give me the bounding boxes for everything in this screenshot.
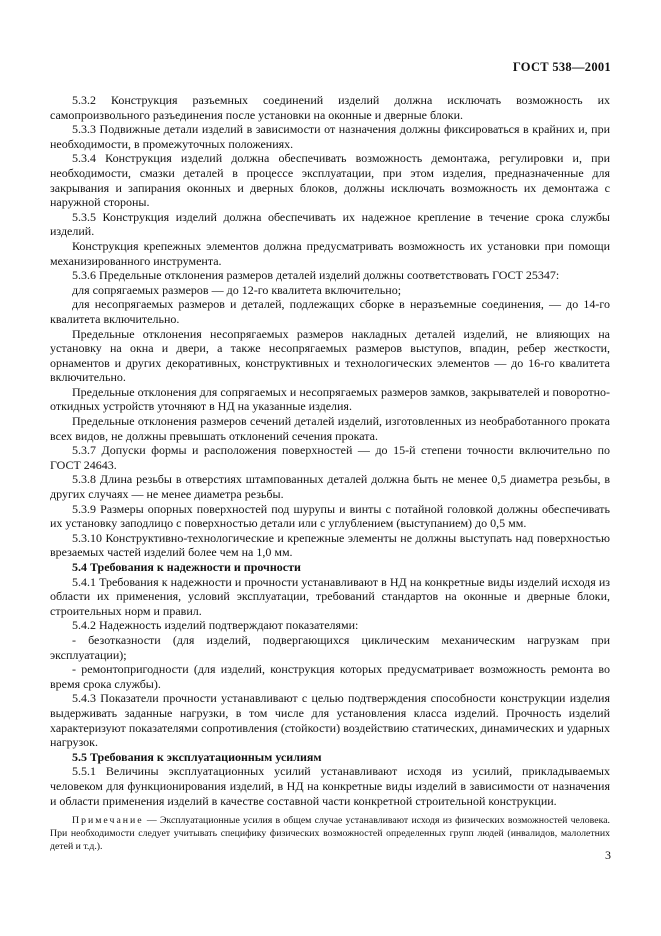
section-heading-5-5: 5.5 Требования к эксплуатационным усилиям xyxy=(72,749,322,764)
clause-5-4-1: 5.4.1 Требования к надежности и прочности устанавливают в НД на конкретные виды изделий исходя из области их применения, условий эксплуатации, требований стандартов на оконные и дверные блоки, строительных норм и правил. xyxy=(50,574,610,618)
clause-5-3-7: 5.3.7 Допуски формы и расположения поверхностей — до 15-й степени точности включительно по ГОСТ 24643. xyxy=(50,443,610,472)
clause-5-4-2-maintainability: - ремонтопригодности (для изделий, конструкция которых предусматривает возможность ремонта во время срока службы). xyxy=(50,662,610,691)
note xyxy=(50,814,610,853)
note-label: Примечание xyxy=(72,815,144,827)
clause-5-3-6-overlay-parts: Предельные отклонения несопрягаемых размеров накладных деталей изделий, не влияющих на установку на окна и двери, а также несопрягаемых размеров выступов, впадин, ребер жесткости, орнаментов и других декоративных, конструктивных и технологических элементов — до 16-го квалитета включительно. xyxy=(50,326,610,385)
clause-5-4-2: 5.4.2 Надежность изделий подтверждают показателями: xyxy=(72,618,359,633)
clause-5-3-4: 5.3.4 Конструкция изделий должна обеспечивать возможность демонтажа, регулировки и, при необходимости, смазки деталей в процессе эксплуатации, при этом изделия, предназначенные для закрывания и запирания оконных и дверных блоков, должны исключать возможность их демонтажа с наружной стороны. xyxy=(50,151,610,210)
section-heading-5-4: 5.4 Требования к надежности и прочности xyxy=(72,560,301,574)
clause-5-3-9: 5.3.9 Размеры опорных поверхностей под шурупы и винты с потайной головкой должны обеспечивать их установку заподлицо с поверхностью детали или с углублением (выступанием) до 0,5 мм. xyxy=(50,501,610,531)
clause-5-3-5-fasteners: Конструкция крепежных элементов должна предусматривать возможность их установки при помощи механизированного инструмента. xyxy=(50,238,610,268)
clause-5-3-5: 5.3.5 Конструкция изделий должна обеспечивать их надежное крепление в течение срока службы изделий. xyxy=(50,209,610,239)
page-body xyxy=(50,93,610,853)
page-number: 3 xyxy=(605,848,611,862)
clause-5-3-2: 5.3.2 Конструкция разъемных соединений изделий должна исключать возможность их самопроизвольного разъединения после установки на оконные и дверные блоки. xyxy=(50,93,610,122)
clause-5-3-6: 5.3.6 Предельные отклонения размеров деталей изделий должны соответствовать ГОСТ 25347: xyxy=(72,268,560,283)
clause-5-3-6-locks: Предельные отклонения для сопрягаемых и несопрягаемых размеров замков, закрывателей и поворотно-откидных устройств уточняют в НД на указанные изделия. xyxy=(50,384,610,414)
clause-5-3-6-mating: для сопрягаемых размеров — до 12-го квалитета включительно; xyxy=(72,282,402,297)
clause-5-3-8: 5.3.8 Длина резьбы в отверстиях штампованных деталей должна быть не менее 0,5 диаметра резьбы, в других случаях — не менее диаметра резьбы. xyxy=(50,472,610,502)
clause-5-3-6-nonmating: для несопрягаемых размеров и деталей, подлежащих сборке в неразъемные соединения, — до 14-го квалитета включительно. xyxy=(50,297,610,326)
clause-5-5-1: 5.5.1 Величины эксплуатационных усилий устанавливают исходя из усилий, прикладываемых человеком для функционирования изделий, в НД на конкретные виды изделий в зависимости от назначения и области применения изделий в качестве составной части конкретной строительной конструкции. xyxy=(50,764,610,808)
document-code-header: ГОСТ 538—2001 xyxy=(512,60,611,74)
clause-5-3-6-rolled-stock: Предельные отклонения размеров сечений деталей изделий, изготовленных из необработанного проката всех видов, не должны превышать отклонений сечения проката. xyxy=(50,414,610,443)
clause-5-4-3: 5.4.3 Показатели прочности устанавливают с целью подтверждения способности конструкции изделия выдерживать заданные нагрузки, в том числе для установления класса изделий. Прочность изделий характеризуют показателями сопротивления (стойкости) воздействию статических, динамических и ударных нагрузок. xyxy=(50,691,610,750)
clause-5-3-10: 5.3.10 Конструктивно-технологические и крепежные элементы не должны выступать над поверхностью врезаемых частей изделий более чем на 1,0 мм. xyxy=(50,530,610,560)
clause-5-4-2-failure-free: - безотказности (для изделий, подвергающихся циклическим механическим нагрузкам при эксплуатации); xyxy=(50,632,610,662)
clause-5-3-3: 5.3.3 Подвижные детали изделий в зависимости от назначения должны фиксироваться в крайних и, при необходимости, в промежуточных положениях. xyxy=(50,122,610,151)
note-text: — Эксплуатационные усилия в общем случае устанавливают исходя из физических возможностей человека. При необходимости следует учитывать специфику физических возможностей определенных групп людей (инвалидов, малолетних детей и т.д.). xyxy=(50,815,610,853)
